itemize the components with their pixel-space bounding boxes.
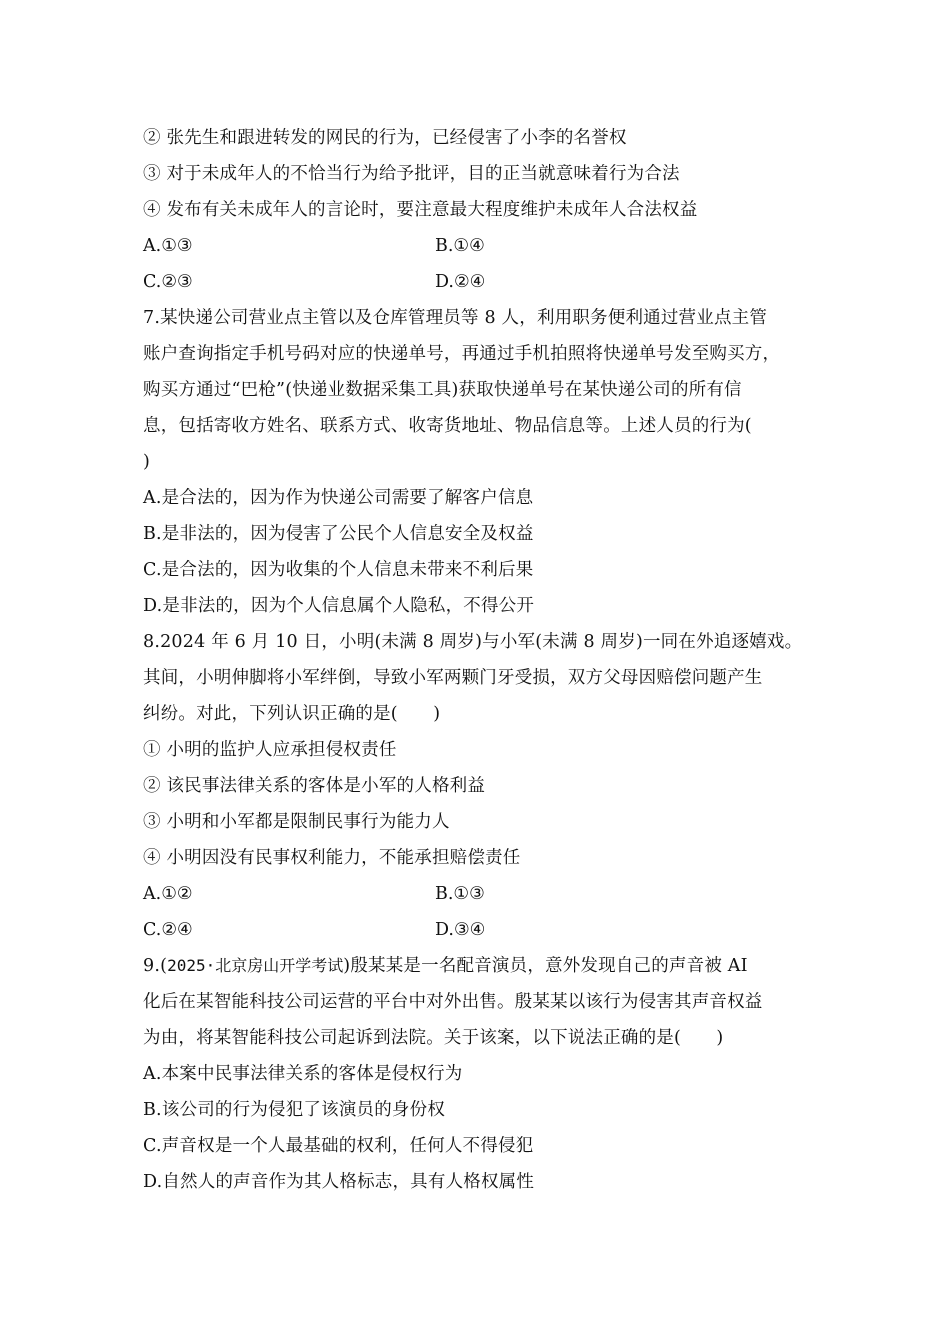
q9-stem-line-2: 化后在某智能科技公司运营的平台中对外出售。殷某某以该行为侵害其声音权益 bbox=[143, 992, 763, 1012]
q7-stem-line-2: 账户查询指定手机号码对应的快递单号，再通过手机拍照将快递单号发至购买方， bbox=[143, 344, 781, 364]
q6-statement-2: ② 张先生和跟进转发的网民的行为，已经侵害了小李的名誉权 bbox=[143, 128, 627, 148]
q7-stem-line-5: ) bbox=[143, 452, 151, 472]
q7-option-c[interactable]: C.是合法的，因为收集的个人信息未带来不利后果 bbox=[143, 560, 534, 580]
q8-statement-1: ① 小明的监护人应承担侵权责任 bbox=[143, 740, 397, 760]
q6-option-b[interactable]: B.①④ bbox=[435, 236, 485, 256]
q6-statement-3: ③ 对于未成年人的不恰当行为给予批评，目的正当就意味着行为合法 bbox=[143, 164, 680, 184]
q9-stem-line-1 bbox=[143, 948, 823, 984]
q9-stem-first-rest: )殷某某是一名配音演员，意外发现自己的声音被 AI bbox=[343, 956, 748, 976]
q8-options-row-1 bbox=[143, 876, 823, 912]
q9-number: 9.( bbox=[143, 956, 168, 976]
q6-option-d[interactable]: D.②④ bbox=[435, 272, 486, 292]
q6-option-a[interactable]: A.①③ bbox=[143, 236, 193, 256]
q6-statement-4: ④ 发布有关未成年人的言论时，要注意最大程度维护未成年人合法权益 bbox=[143, 200, 698, 220]
q9-option-c[interactable]: C.声音权是一个人最基础的权利，任何人不得侵犯 bbox=[143, 1136, 534, 1156]
q7-option-d[interactable]: D.是非法的，因为个人信息属个人隐私，不得公开 bbox=[143, 596, 535, 616]
q9-source: 2025·北京房山开学考试 bbox=[167, 956, 344, 975]
q9-option-d[interactable]: D.自然人的声音作为其人格标志，具有人格权属性 bbox=[143, 1172, 535, 1192]
q7-option-b[interactable]: B.是非法的，因为侵害了公民个人信息安全及权益 bbox=[143, 524, 534, 544]
q8-statement-3: ③ 小明和小军都是限制民事行为能力人 bbox=[143, 812, 450, 832]
q6-options-row-2 bbox=[143, 264, 823, 300]
q8-stem-line-3: 纠纷。对此，下列认识正确的是( ) bbox=[143, 704, 441, 724]
q8-option-d[interactable]: D.③④ bbox=[435, 920, 486, 940]
q8-option-c[interactable]: C.②④ bbox=[143, 920, 193, 940]
q8-option-a[interactable]: A.①② bbox=[143, 884, 193, 904]
q7-stem-line-1: 7.某快递公司营业点主管以及仓库管理员等 8 人，利用职务便利通过营业点主管 bbox=[143, 308, 768, 328]
q8-statement-4: ④ 小明因没有民事权利能力，不能承担赔偿责任 bbox=[143, 848, 521, 868]
q8-options-row-2 bbox=[143, 912, 823, 948]
q8-statement-2: ② 该民事法律关系的客体是小军的人格利益 bbox=[143, 776, 486, 796]
document-page bbox=[143, 120, 823, 1200]
q9-option-b[interactable]: B.该公司的行为侵犯了该演员的身份权 bbox=[143, 1100, 446, 1120]
q6-option-c[interactable]: C.②③ bbox=[143, 272, 193, 292]
q8-option-b[interactable]: B.①③ bbox=[435, 884, 485, 904]
q9-stem-line-3: 为由，将某智能科技公司起诉到法院。关于该案，以下说法正确的是( ) bbox=[143, 1028, 724, 1048]
q7-stem-line-3: 购买方通过“巴枪”(快递业数据采集工具)获取快递单号在某快递公司的所有信 bbox=[143, 380, 742, 400]
q7-stem-line-4: 息，包括寄收方姓名、联系方式、收寄货地址、物品信息等。上述人员的行为( bbox=[143, 416, 752, 436]
q8-stem-line-2: 其间，小明伸脚将小军绊倒，导致小军两颗门牙受损，双方父母因赔偿问题产生 bbox=[143, 668, 763, 688]
q6-options-row-1 bbox=[143, 228, 823, 264]
q9-option-a[interactable]: A.本案中民事法律关系的客体是侵权行为 bbox=[143, 1064, 463, 1084]
q8-stem-line-1: 8.2024 年 6 月 10 日，小明(未满 8 周岁)与小军(未满 8 周岁)一同在外追逐嬉戏。 bbox=[143, 632, 803, 652]
q7-option-a[interactable]: A.是合法的，因为作为快递公司需要了解客户信息 bbox=[143, 488, 534, 508]
